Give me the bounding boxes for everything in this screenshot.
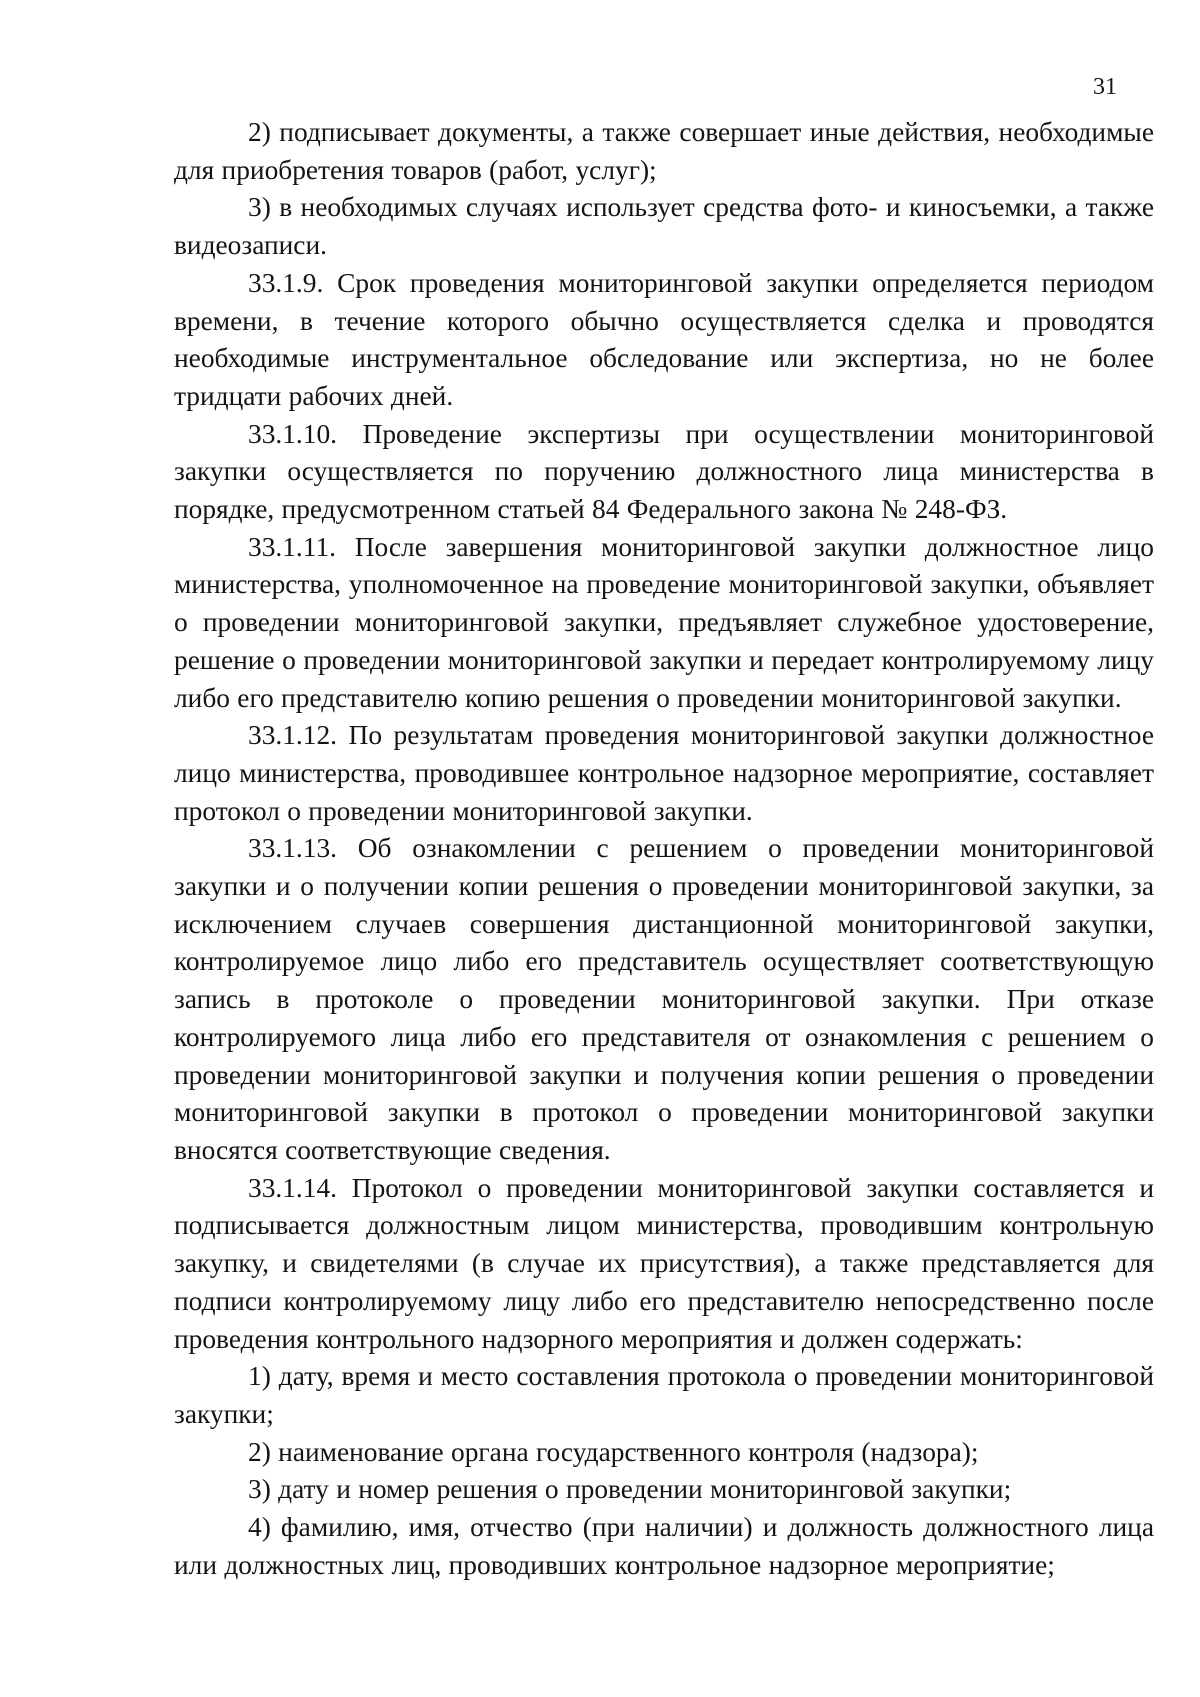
document-body	[174, 114, 1154, 1584]
paragraph-33-1-14: 33.1.14. Протокол о проведении мониторинговой закупки составляется и подписывается должностным лицом министерства, проводившим контрольную закупку, и свидетелями (в случае их присутствия), а также представляется для подписи контролируемому лицу либо его представителю непосредственно после проведения контрольного надзорного мероприятия и должен содержать:	[174, 1172, 1154, 1354]
paragraph-item-2: 2) подписывает документы, а также совершает иные действия, необходимые для приобретения товаров (работ, услуг);	[174, 117, 1154, 185]
list-item-1: 1) дату, время и место составления протокола о проведении мониторинговой закупки;	[174, 1361, 1154, 1429]
list-item-3: 3) дату и номер решения о проведении мониторинговой закупки;	[248, 1474, 1012, 1505]
list-item-4: 4) фамилию, имя, отчество (при наличии) и должность должностного лица или должностных лиц, проводивших контрольное надзорное мероприятие;	[174, 1512, 1154, 1580]
paragraph-33-1-11: 33.1.11. После завершения мониторинговой закупки должностное лицо министерства, уполномоченное на проведение мониторинговой закупки, объявляет о проведении мониторинговой закупки, предъявляет служебное удостоверение, решение о проведении мониторинговой закупки и передает контролируемому лицу либо его представителю копию решения о проведении мониторинговой закупки.	[174, 531, 1154, 713]
paragraph-33-1-10: 33.1.10. Проведение экспертизы при осуществлении мониторинговой закупки осуществляется по поручению должностного лица министерства в порядке, предусмотренном статьей 84 Федерального закона № 248-ФЗ.	[174, 418, 1154, 525]
list-item-2: 2) наименование органа государственного контроля (надзора);	[248, 1436, 979, 1467]
paragraph-33-1-13: 33.1.13. Об ознакомлении с решением о проведении мониторинговой закупки и о получении копии решения о проведении мониторинговой закупки, за исключением случаев совершения дистанционной мониторинговой закупки, контролируемое лицо либо его представитель осуществляет соответствующую запись в протоколе о проведении мониторинговой закупки. При отказе контролируемого лица либо его представителя от ознакомления с решением о проведении мониторинговой закупки и получения копии решения о проведении мониторинговой закупки в протокол о проведении мониторинговой закупки вносятся соответствующие сведения.	[174, 833, 1154, 1165]
paragraph-33-1-12: 33.1.12. По результатам проведения мониторинговой закупки должностное лицо министерства, проводившее контрольное надзорное мероприятие, составляет протокол о проведении мониторинговой закупки.	[174, 720, 1154, 826]
paragraph-33-1-9: 33.1.9. Срок проведения мониторинговой закупки определяется периодом времени, в течение которого обычно осуществляется сделка и проводятся необходимые инструментальное обследование или экспертиза, но не более тридцати рабочих дней.	[174, 267, 1154, 411]
page-number: 31	[1093, 74, 1117, 100]
paragraph-item-3: 3) в необходимых случаях использует средства фото- и киносъемки, а также видеозаписи.	[174, 192, 1154, 261]
